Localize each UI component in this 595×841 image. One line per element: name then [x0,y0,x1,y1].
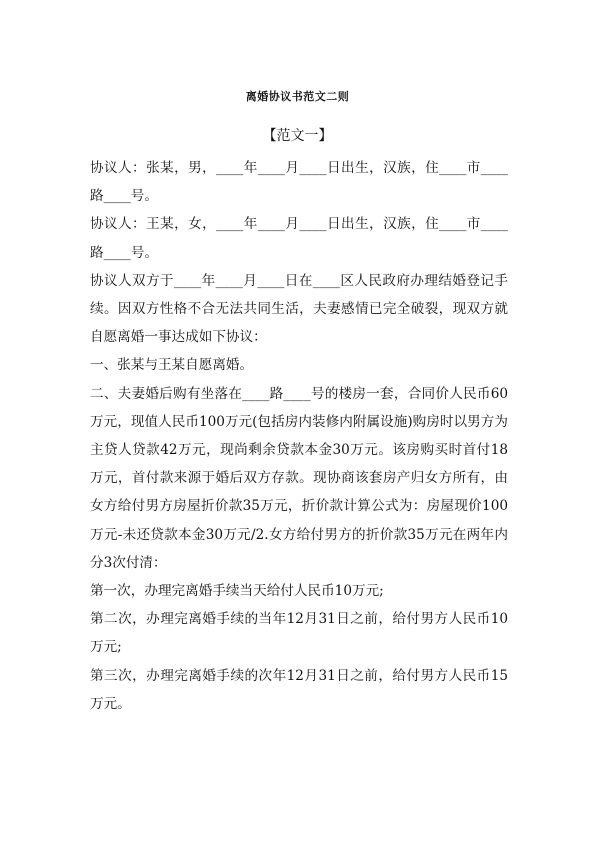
paragraph-party-a: 协议人：张某，男，____年____月____日出生，汉族，住____市____路____号。 [90,160,508,205]
paragraph-marriage-registration: 协议人双方于____年____月____日在____区人民政府办理结婚登记手续。因双方性格不合无法共同生活，夫妻感情已完全破裂，现双方就自愿离婚一事达成如下协议： [90,272,508,346]
section-heading: 【范文一】 [262,128,333,144]
document-body [90,154,508,718]
paragraph-payment-2: 第二次，办理完离婚手续的当年12月31日之前，给付男方人民币10万元; [90,611,508,656]
paragraph-clause-1: 一、张某与王某自愿离婚。 [90,357,254,374]
document-title: 离婚协议书范文二则 [245,90,350,103]
paragraph-payment-1: 第一次，办理完离婚手续当天给付人民币10万元; [90,583,384,600]
paragraph-party-b: 协议人：王某，女，____年____月____日出生，汉族，住____市____路____号。 [90,216,508,261]
paragraph-payment-3: 第三次，办理完离婚手续的次年12月31日之前，给付男方人民币15万元。 [90,667,508,712]
paragraph-clause-2: 二、夫妻婚后购有坐落在____路____号的楼房一套，合同价人民币60万元，现值人民币100万元(包括房内装修内附属设施)购房时以男方为主贷人贷款42万元，现尚剩余贷款本金30万元。该房购买时首付18万元，首付款来源于婚后双方存款。现协商该套房产归女方所有，由女方给付男方房屋折价款35万元，折价款计算公式为：房屋现价100万元-未还贷款本金30万元/2.女方给付男方的折价款35万元在两年内分3次付清： [90,385,508,571]
